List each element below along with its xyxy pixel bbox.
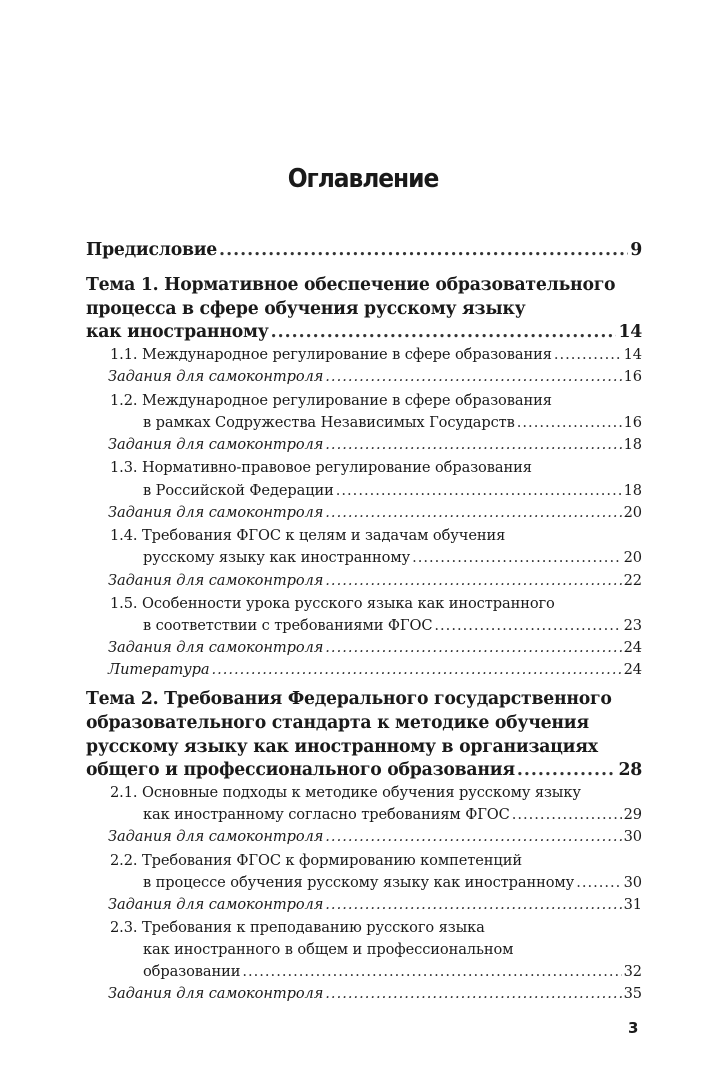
toc-entry-2-3[interactable]: образовании ..... 32 [143,963,642,980]
toc-entry-1-2-line1[interactable]: 1.2. Международное регулирование в сфере образования [110,392,552,409]
toc-entry-1-3-line1[interactable]: 1.3. Нормативно-правовое регулирование образования [110,459,532,476]
toc-entry-1-4[interactable]: русскому языку как иностранному ..... 20 [143,549,642,566]
toc-entry-tasks-8[interactable]: Задания для самоконтроля ..... 35 [108,985,642,1002]
toc-entry-tasks-7[interactable]: Задания для самоконтроля ..... 31 [108,896,642,913]
toc-entry-2-3-line1[interactable]: 2.3. Требования к преподаванию русского языка [110,919,485,936]
toc-entry-topic1[interactable]: как иностранному ..... 14 [86,322,642,342]
toc-entry-preface[interactable]: Предисловие ..... 9 [86,240,642,260]
toc-entry-1-1[interactable]: 1.1. Международное регулирование в сфере образования ..... 14 [110,346,642,363]
toc-entry-tasks-2[interactable]: Задания для самоконтроля ..... 18 [108,436,642,453]
toc-entry-1-5-line1[interactable]: 1.5. Особенности урока русского языка как иностранного [110,595,555,612]
toc-entry-1-2[interactable]: в рамках Содружества Независимых Государств ..... 16 [143,414,642,431]
toc-entry-topic2[interactable]: общего и профессионального образования ..... 28 [86,760,642,780]
toc-entry-1-4-line1[interactable]: 1.4. Требования ФГОС к целям и задачам обучения [110,527,506,544]
toc-entry-2-1-line1[interactable]: 2.1. Основные подходы к методике обучения русскому языку [110,784,581,801]
page-title: Оглавление [287,164,439,194]
page-number: 3 [628,1019,639,1037]
toc-entry-topic1-line1[interactable]: Тема 1. Нормативное обеспечение образовательного [86,275,616,295]
toc-entry-2-2[interactable]: в процессе обучения русскому языку как иностранному ..... 30 [143,874,642,891]
toc-entry-tasks-4[interactable]: Задания для самоконтроля ..... 22 [108,572,642,589]
toc-entry-2-3-line2[interactable]: как иностранного в общем и профессиональном [143,941,514,958]
toc-entry-tasks-5[interactable]: Задания для самоконтроля ..... 24 [108,639,642,656]
toc-entry-topic2-line3[interactable]: русскому языку как иностранному в организациях [86,737,598,757]
toc-entry-literature[interactable]: Литература ..... 24 [108,661,642,678]
toc-entry-1-3[interactable]: в Российской Федерации ..... 18 [143,482,642,499]
toc-entry-topic2-line1[interactable]: Тема 2. Требования Федерального государственного [86,689,612,709]
toc-entry-2-2-line1[interactable]: 2.2. Требования ФГОС к формированию компетенций [110,852,522,869]
toc-entry-1-5[interactable]: в соответствии с требованиями ФГОС ..... 23 [143,617,642,634]
toc-entry-topic2-line2[interactable]: образовательного стандарта к методике обучения [86,713,589,733]
toc-entry-tasks-6[interactable]: Задания для самоконтроля ..... 30 [108,828,642,845]
toc-entry-tasks-3[interactable]: Задания для самоконтроля ..... 20 [108,504,642,521]
toc-entry-2-1[interactable]: как иностранному согласно требованиям ФГОС ..... 29 [143,806,642,823]
toc-entry-tasks-1[interactable]: Задания для самоконтроля ..... 16 [108,368,642,385]
toc-entry-topic1-line2[interactable]: процесса в сфере обучения русскому языку [86,299,526,319]
